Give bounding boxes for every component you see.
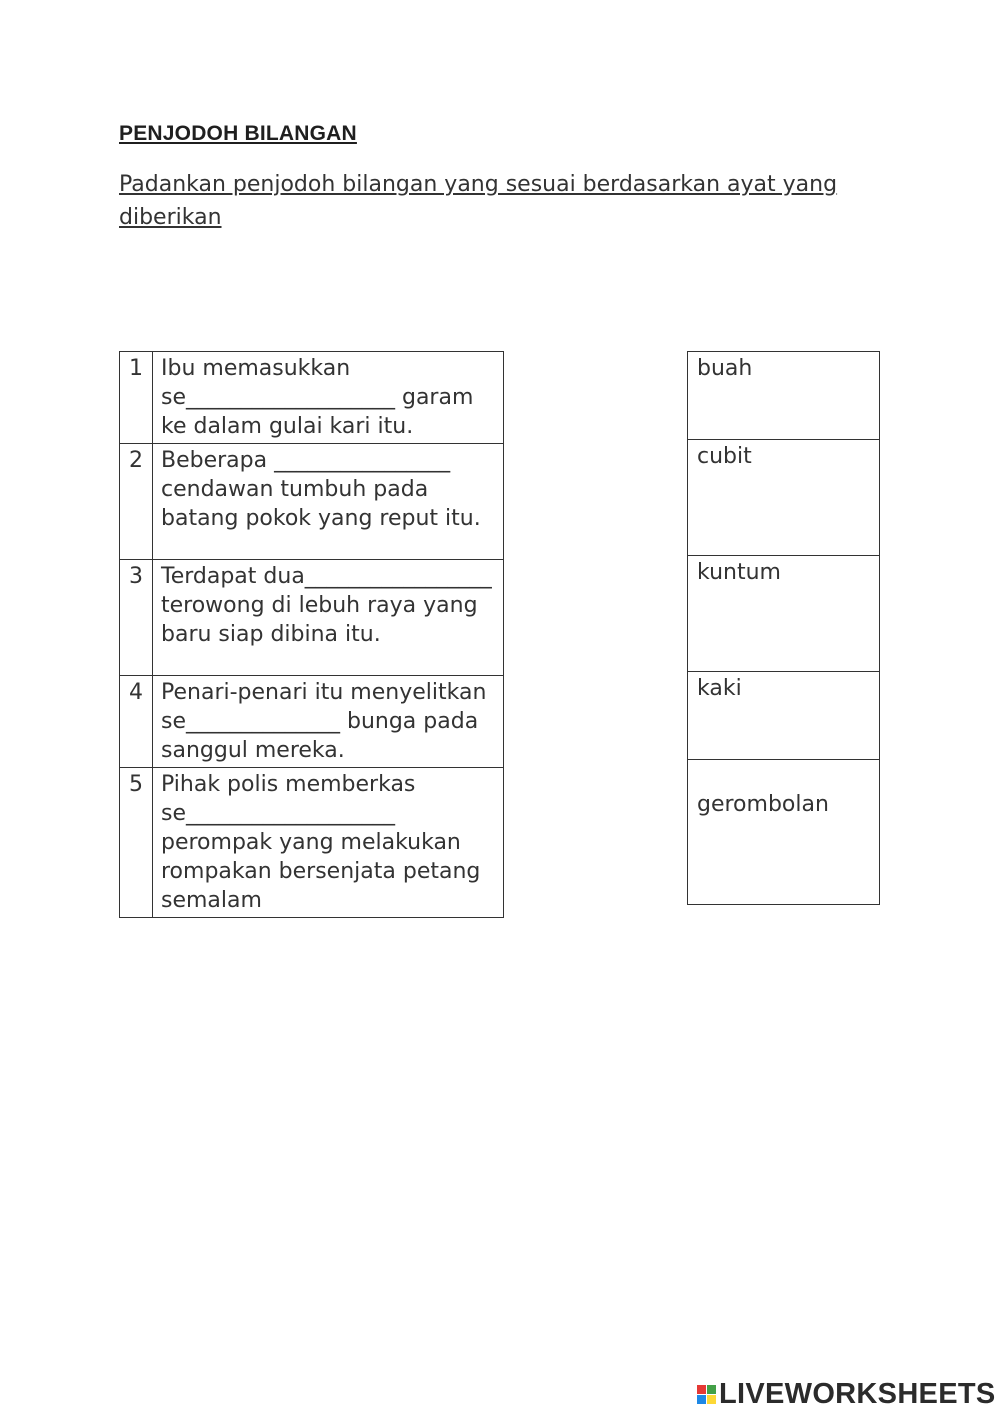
question-number: 5 (120, 768, 153, 918)
table-row (688, 352, 880, 440)
brand-name: LIVEWORKSHEETS (719, 1378, 996, 1410)
question-text: Beberapa ________________ cendawan tumbuh pada batang pokok yang reput itu. (153, 444, 504, 560)
table-row (688, 556, 880, 672)
answer-option[interactable]: buah (688, 352, 880, 440)
question-number: 3 (120, 560, 153, 676)
table-row (120, 444, 504, 560)
question-text: Ibu memasukkan se___________________ garam ke dalam gulai kari itu. (153, 352, 504, 444)
question-number: 2 (120, 444, 153, 560)
table-row (688, 760, 880, 905)
worksheet-title: PENJODOH BILANGAN (119, 122, 357, 145)
answer-option[interactable]: cubit (688, 440, 880, 556)
table-row (120, 676, 504, 768)
table-row (688, 672, 880, 760)
question-number: 4 (120, 676, 153, 768)
table-row (688, 440, 880, 556)
question-text: Penari-penari itu menyelitkan se______________ bunga pada sanggul mereka. (153, 676, 504, 768)
question-text: Pihak polis memberkas se___________________ perompak yang melakukan rompakan bersenjata petang semalam (153, 768, 504, 918)
liveworksheets-icon (697, 1385, 716, 1404)
table-row (120, 352, 504, 444)
question-number: 1 (120, 352, 153, 444)
question-text: Terdapat dua_________________ terowong di lebuh raya yang baru siap dibina itu. (153, 560, 504, 676)
answers-table (687, 351, 880, 905)
table-row (120, 560, 504, 676)
table-row (120, 768, 504, 918)
answer-option[interactable]: kuntum (688, 556, 880, 672)
answer-option[interactable]: kaki (688, 672, 880, 760)
answer-option[interactable]: gerombolan (688, 760, 880, 905)
questions-table (119, 351, 504, 918)
liveworksheets-logo (697, 1378, 996, 1411)
instruction-text: Padankan penjodoh bilangan yang sesuai berdasarkan ayat yang diberikan (119, 172, 838, 230)
